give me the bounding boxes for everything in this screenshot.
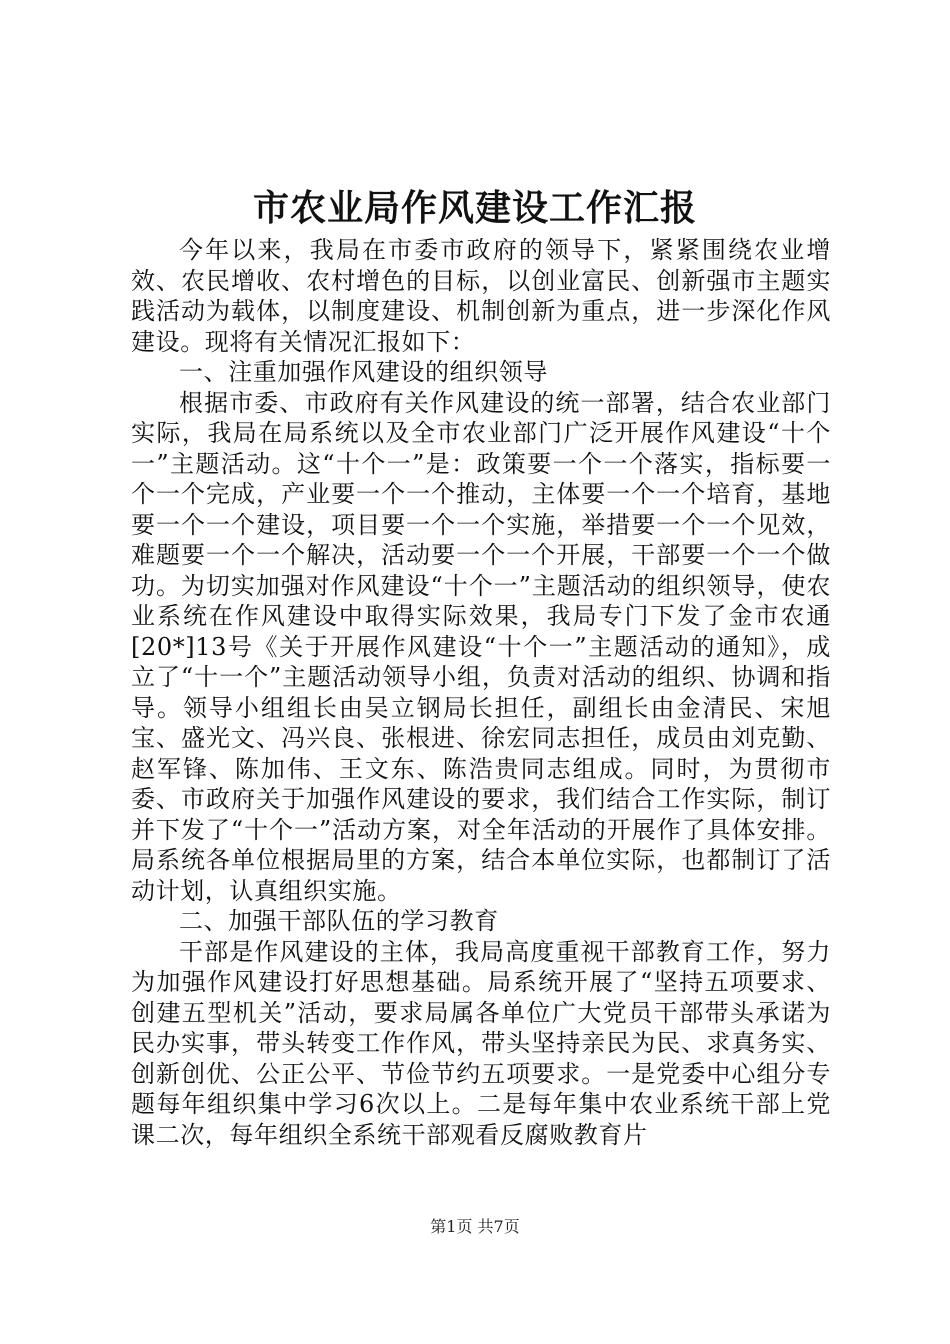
document-title: 市农业局作风建设工作汇报 — [252, 187, 697, 229]
section-2-paragraph: 干部是作风建设的主体，我局高度重视干部教育工作，努力为加强作风建设打好思想基础。局系统开展了“坚持五项要求、创建五型机关”活动，要求局属各单位广大党员干部带头承诺为民办实事，带头转变工作作风，带头坚持亲民为民、求真务实、创新创优、公正公平、节俭节约五项要求。一是党委中心组分专题每年组织集中学习6次以上。二是每年集中农业系统干部上党课二次，每年组织全系统干部观看反腐败教育片 — [131, 937, 831, 1149]
document-body — [131, 235, 831, 1150]
section-1-paragraph: 根据市委、市政府有关作风建设的统一部署，结合农业部门实际，我局在局系统以及全市农业部门广泛开展作风建设“十个一”主题活动。这“十个一”是：政策要一个一个落实，指标要一个一个完成，产业要一个一个推动，主体要一个一个培育，基地要一个一个建设，项目要一个一个实施，举措要一个一个见效，难题要一个一个解决，活动要一个一个开展，干部要一个一个做功。为切实加强对作风建设“十个一”主题活动的组织领导，使农业系统在作风建设中取得实际效果，我局专门下发了金市农通[20*]13号《关于开展作风建设“十个一”主题活动的通知》，成立了“十一个”主题活动领导小组，负责对活动的组织、协调和指导。领导小组组长由吴立钢局长担任，副组长由金清民、宋旭宝、盛光文、冯兴良、张根进、徐宏同志担任，成员由刘克勤、赵军锋、陈加伟、王文东、陈浩贵同志组成。同时，为贯彻市委、市政府关于加强作风建设的要求，我们结合工作实际，制订并下发了“十个一”活动方案，对全年活动的开展作了具体安排。局系统各单位根据局里的方案，结合本单位实际，也都制订了活动计划，认真组织实施。 — [131, 388, 831, 905]
intro-paragraph: 今年以来，我局在市委市政府的领导下，紧紧围绕农业增效、农民增收、农村增色的目标，以创业富民、创新强市主题实践活动为载体，以制度建设、机制创新为重点，进一步深化作风建设。现将有关情况汇报如下： — [131, 236, 831, 356]
section-heading-1: 一、注重加强作风建设的组织领导 — [179, 358, 548, 386]
section-heading-2: 二、加强干部队伍的学习教育 — [179, 907, 499, 935]
page-footer: 第1页 共7页 — [430, 1217, 520, 1236]
